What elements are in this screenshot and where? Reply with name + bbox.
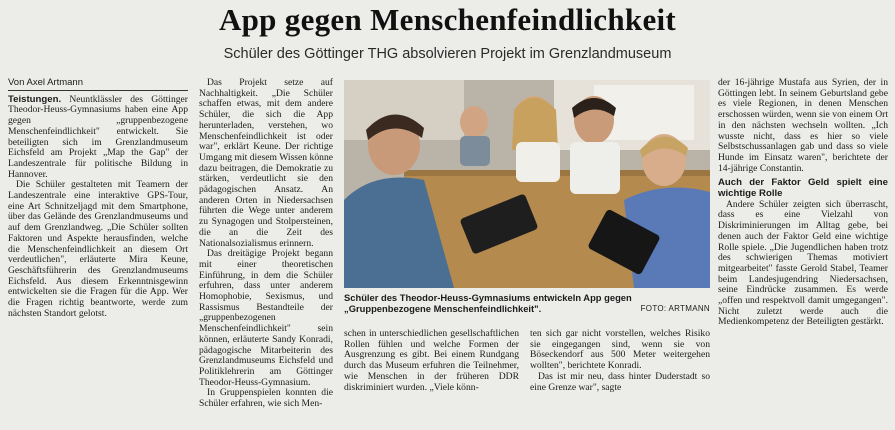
paragraph: der 16-jährige Mustafa aus Syrien, der in Göttingen lebt. In seinem Geburtsland gebe es viele Regionen, in denen Menschen erschossen würden, wenn sie von einem Ort in den nächsten wechseln wollten. „Ich wusste nicht, dass es hier so viele Selbstschussanlagen gab und dass so viele Hunde im Einsatz waren", berichtete der 14-jährige Constantin. xyxy=(718,77,888,174)
paragraph xyxy=(8,95,188,181)
paragraph: Das dreitägige Projekt begann mit einer theoretischen Einführung, in dem die Schüler erfuhren, dass unter anderem Homophobie, Sexismus, und Rassismus Bestandteile der „gruppenbezogenen Menschenfeindlichkeit" sein können, erläuterte Sandy Konradi, pädagogische Mitarbeiterin des Grenzlandmuseums Eichsfeld und Politiklehrerin am Göttinger Theodor-Heuss-Gymnasium. xyxy=(199,248,333,388)
caption-text: Schüler des Theodor-Heuss-Gymnasiums entwickeln App gegen „Gruppenbezogene Menschenfeindlichkeit". xyxy=(344,292,632,314)
byline: Von Axel Artmann xyxy=(8,77,83,88)
dateline: Teistungen. xyxy=(8,93,62,105)
paragraph: In Gruppenspielen konnten die Schüler erfahren, wie sich Men- xyxy=(199,387,333,410)
byline-divider xyxy=(8,90,188,91)
section-subheading: Auch der Faktor Geld spielt eine wichtige Rolle xyxy=(718,177,888,200)
photo-caption xyxy=(344,292,710,314)
paragraph: Das Projekt setze auf Nachhaltigkeit. „Die Schüler schaffen etwas, mit dem andere Schüler, die sich die App herunterladen, verstehen, wo Menschenfeindlichkeit ist oder war", erklärt Keune. Der richtige Umgang mit diesem Wissen könne dazu beitragen, die Demokratie zu stärken, verdeutlicht sie den pädagogischen Ansatz. An anderen Orten in Niedersachsen führten die Wege unter anderem zu Synagogen und Stolpersteinen, die an die Zeit des Nationalsozialismus erinnern. xyxy=(199,77,333,249)
paragraph: Die Schüler gestalteten mit Teamern der Landeszentrale eine interaktive GPS-Tour, eine Art Schnitzeljagd mit dem Smartphone, über das Gelände des Grenzlandmuseums und auf dem Grenzlandweg. „Die Schüler sollten Faktoren und Aspekte herausfinden, welche die Menschenfeindlichkeit an diesem Ort verdeutlichen", erläuterte Mira Keune, Geschäftsführerin des Grenzlandmuseums Eichsfeld. Aus diesem Erkenntnisgewinn entwickelten sie die Fragen für die App. Wer die Fragen richtig beantworte, werde zum nächsten Standort gelotst. xyxy=(8,179,188,319)
subheadline: Schüler des Göttinger THG absolvieren Projekt im Grenzlandmuseum xyxy=(223,46,672,62)
article-column-3 xyxy=(344,329,519,393)
article-photo xyxy=(344,80,710,288)
paragraph: ten sich gar nicht vorstellen, welches Risiko sie eingegangen sind, wenn sie von Böseckendorf aus 500 Meter weitergehen wollten", berichtete Konradi. xyxy=(530,328,710,372)
article-column-4 xyxy=(530,329,710,393)
paragraph: schen in unterschiedlichen gesellschaftlichen Rollen fühlen und welche Formen der Ausgrenzung es gibt. Bei einem Rundgang durch das Museum erfuhren die Teilnehmer, wie Menschen in der früheren DDR diskriminiert wurden. „Viele könn- xyxy=(344,328,519,393)
article-column-2 xyxy=(199,78,333,410)
paragraph: Andere Schüler zeigten sich überrascht, dass es eine Vielzahl von Diskriminierungen im Alltag gebe, bei denen auch der Faktor Geld eine wichtige Rolle spiele. „Die Jugendlichen haben trotz des schwierigen Themas motiviert mitgearbeitet" fasste Gerold Stabel, Teamer beim Landesjugendring Niedersachsen, seine Eindrücke zusammen. Es werde „offen und respektvoll damit umgegangen". Nicht zuletzt werde auch die Medienkompetenz der Beteiligten gestärkt. xyxy=(718,198,888,328)
paragraph-text: Neuntklässler des Göttinger Theodor-Heuss-Gymnasiums haben eine App gegen „gruppenbezogene Menschenfeindlichkeit" entwickelt. Sie beteiligten sich im Grenzlandmuseum Eichsfeld am Projekt „Map the Gap" der Landeszentrale für politische Bildung in Hannover. xyxy=(8,93,188,180)
classroom-photo-illustration xyxy=(344,80,710,288)
paragraph: Das ist mir neu, dass hinter Duderstadt so eine Grenze war", sagte xyxy=(530,370,710,393)
article-column-1 xyxy=(8,78,188,319)
photo-credit: FOTO: ARTMANN xyxy=(640,304,710,313)
article-column-5 xyxy=(718,78,888,328)
headline: App gegen Menschenfeindlichkeit xyxy=(218,2,677,37)
